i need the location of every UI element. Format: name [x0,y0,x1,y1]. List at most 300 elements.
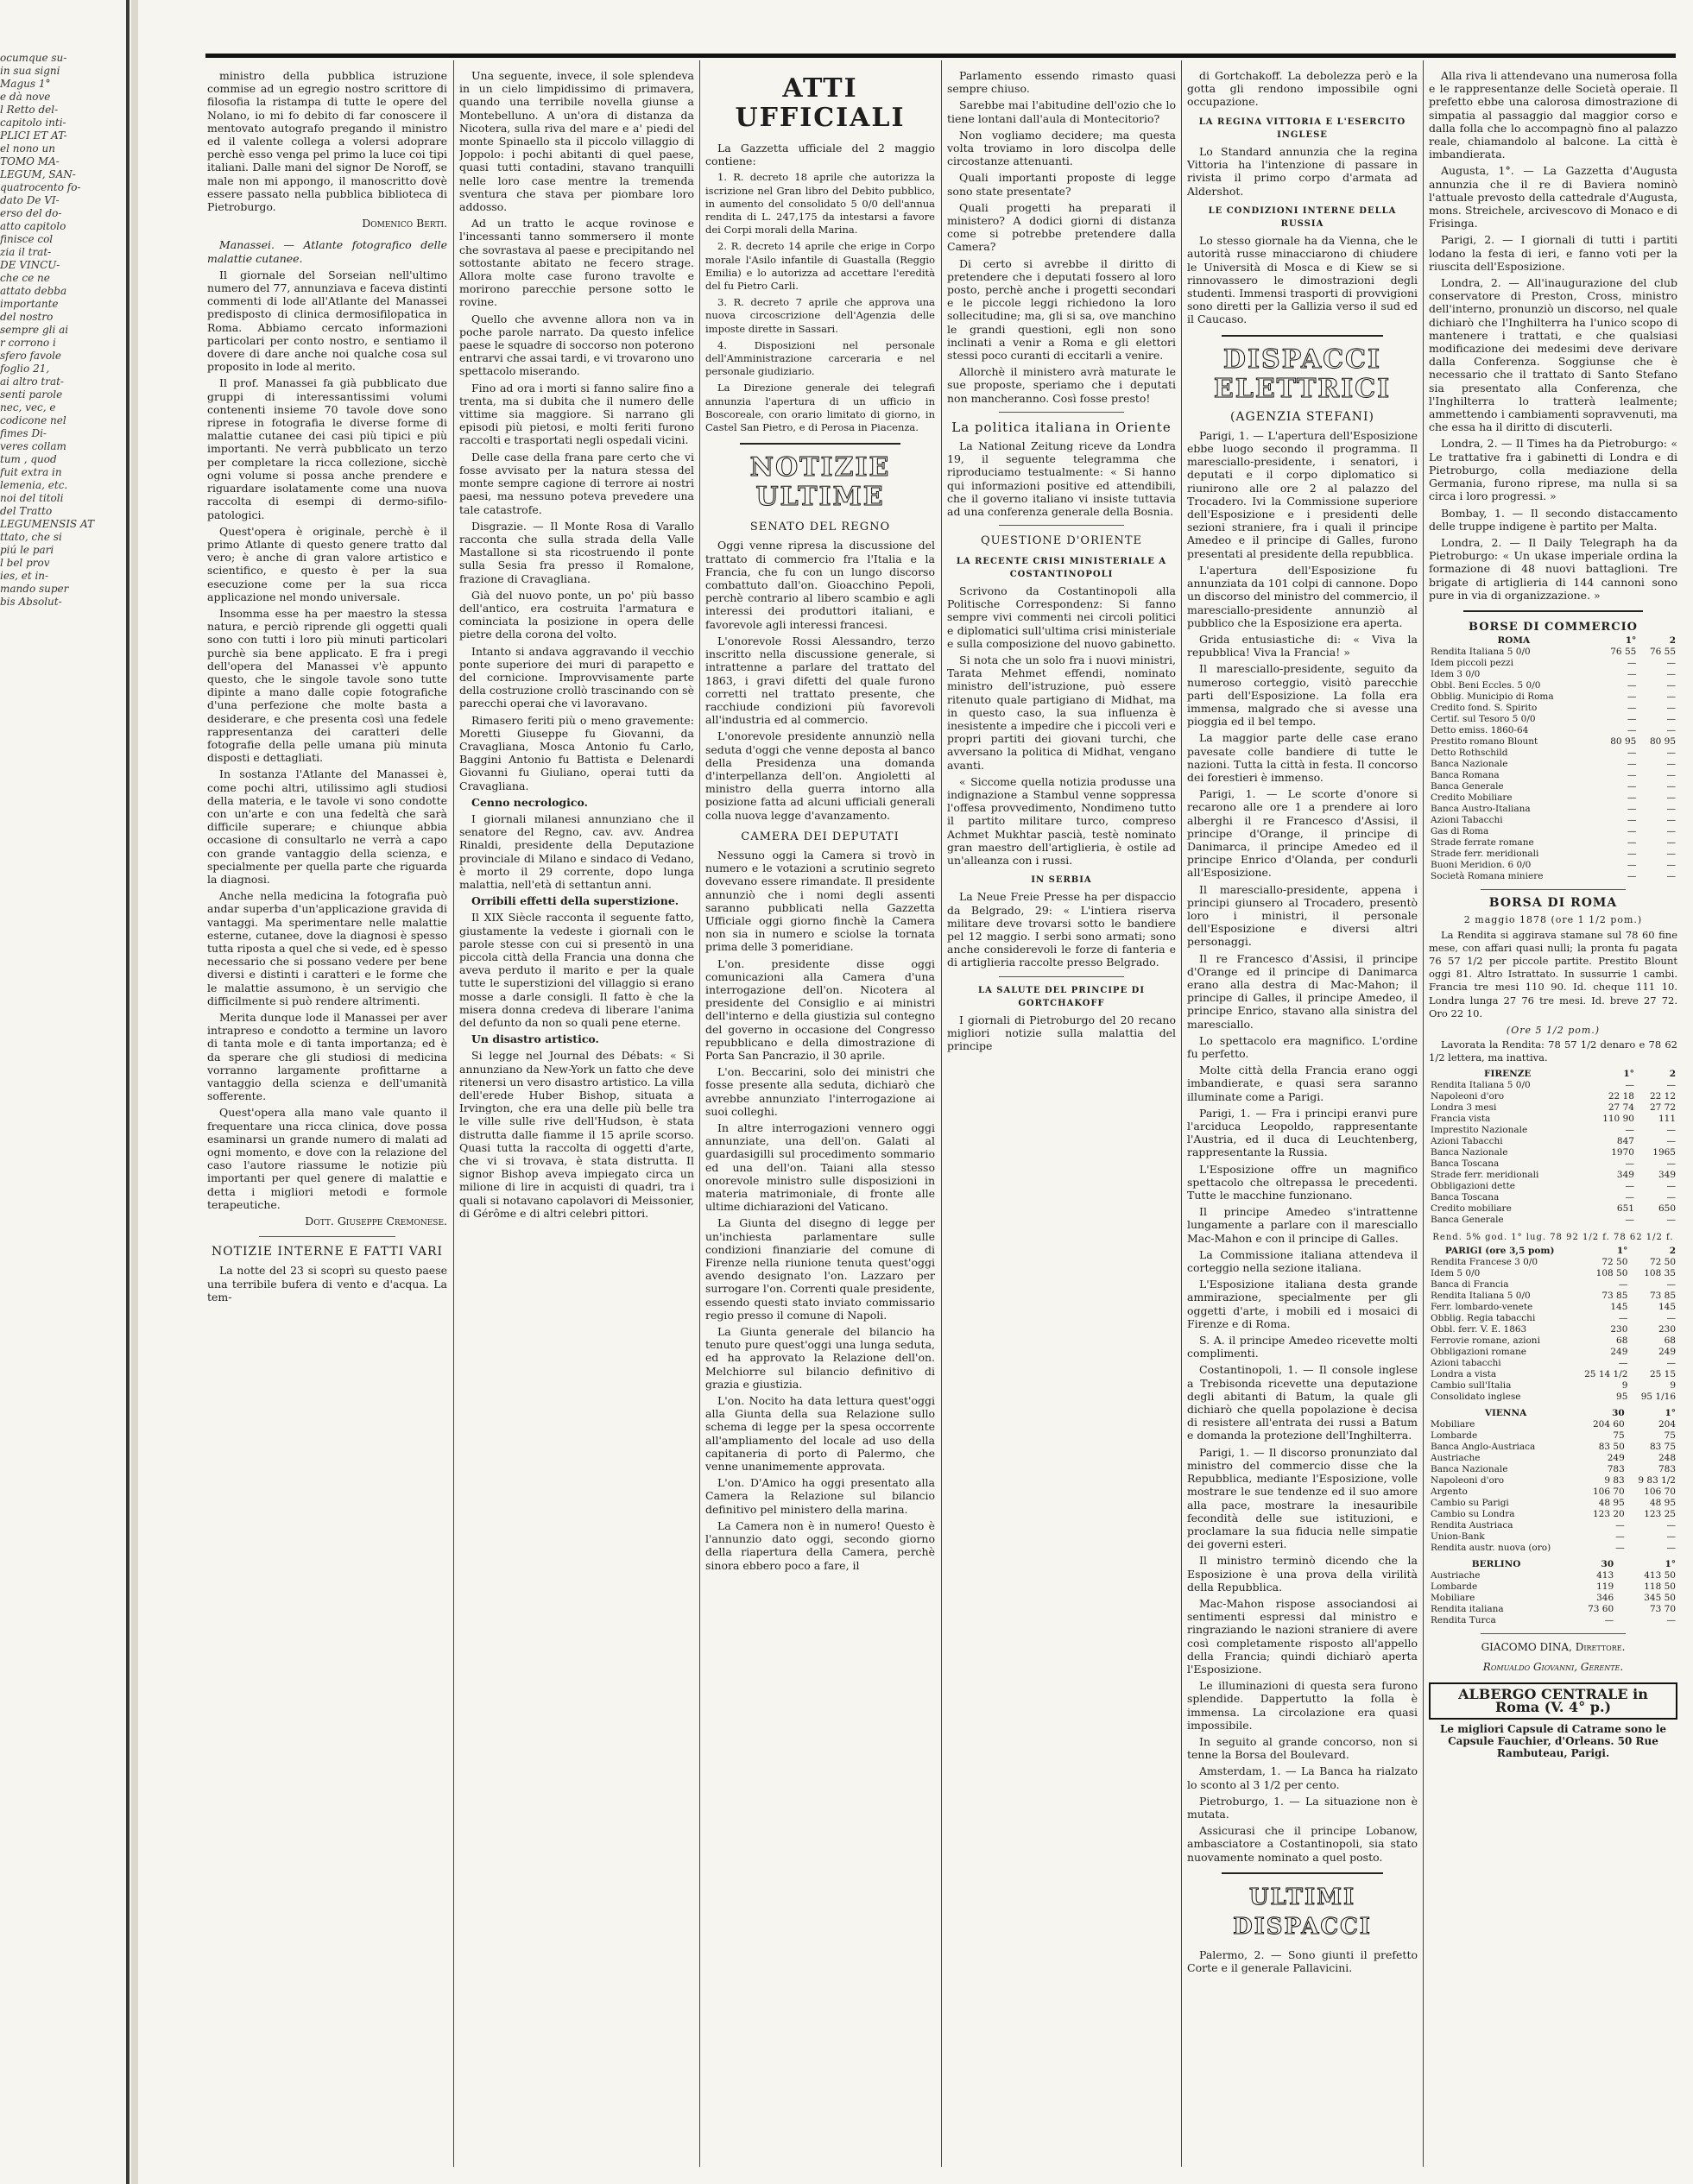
table-cell: 651 [1616,1202,1634,1214]
table-cell: 123 25 [1644,1508,1676,1519]
table-cell: Azioni tabacchi [1431,1357,1501,1368]
table-row [1429,804,1677,815]
table-header-cell: 2 [1669,1068,1676,1079]
strip-line: Magus 1° [0,78,51,90]
paragraph: Palermo, 2. — Sono giunti il prefetto Corte e il generale Pallavicini. [1187,1947,1418,1974]
atti-ufficiali-heading: ATTI UFFICIALI [735,73,906,133]
paragraph: Londra, 2. — All'inaugurazione del club conservatore di Preston, Cross, ministro dell'interno, pronunziò un discorso, nel quale dichiarò che l'Inghilterra ha l'unico scopo di mantenere i trattati, e che qualsiasi modificazione dei medesimi deve derivare dalla Conferenza. Soggiunse che è necessario che il trattato di Santo Stefano sia presentato alla Conferenza, che l'Inghilterra lo tratterà lealmente; ammettendo i cambiamenti sopravvenuti, ma che essa ha il diritto di discuterli. [1429,276,1677,434]
table-cell: 111 [1658,1113,1676,1124]
strip-line: zia il trat- [0,246,52,258]
paragraph: Lo stesso giornale ha da Vienna, che le autorità russe minacciarono di chiudere le Università di Mosca e di Kiew se si rinnovassero le dimostrazioni degli studenti. Immensi trasporti di provvigioni sono diretti per la Gallizia verso il sud ed il Caucaso. [1187,234,1418,326]
table-cell: Mobiliare [1431,1418,1475,1430]
table-cell: — [1625,1079,1634,1090]
table-row [1429,1570,1677,1581]
strip-line: ttato, che si [0,531,62,543]
table-cell: Francia vista [1431,1113,1491,1124]
dispatch-item: L'apertura dell'Esposizione fu annunziata da 101 colpi di cannone. Dopo un discorso del ministro del commercio, il maresciallo-presidente annunziò al pubblico che la Esposizione era aperta. [1187,563,1418,629]
strip-line: noi del titoli [0,492,64,504]
table-cell: 80 95 [1610,736,1637,748]
table-cell: — [1666,781,1676,792]
table-cell: 25 14 1/2 [1584,1368,1628,1379]
table-header-cell: 30 [1601,1558,1614,1569]
dispatch-item: Lo spettacolo era magnifico. L'ordine fu perfetto. [1187,1033,1418,1060]
table-cell: 72 50 [1649,1256,1676,1267]
paragraph: ministro della pubblica istruzione commise ad un egregio nostro scrittore di filosofia la ristampa di tutte le opere del Nolano, io mi fo debito di far conoscere il mentovato autografo pregando il ministro ed il valente collega a volersi adoprare perchè esso venga pel primo la luce coi tipi italiani. Dalle mani del signor De Noroff, se male non mi appongo, il manoscritto dovè essere passato nella pubblica biblioteca di Pietroburgo. [207,69,447,214]
table-cell: 145 [1658,1301,1676,1312]
table-row [1429,1257,1677,1268]
table-cell: — [1627,792,1637,804]
table-cell: Buoni Meridion. 6 0/0 [1431,860,1532,871]
strip-line: e dà nove [0,91,51,103]
strip-line: capitolo inti- [0,117,66,129]
table-row [1429,1324,1677,1335]
table-cell: — [1618,1357,1628,1368]
director-name: GIACOMO DINA, Direttore. [1481,1640,1626,1653]
table-row [1429,759,1677,770]
dispatch-item: Amsterdam, 1. — La Banca ha rialzato lo sconto al 3 1/2 per cento. [1187,1764,1418,1791]
table-row [1429,658,1677,669]
dispatch-item: Pietroburgo, 1. — La situazione non è mutata. [1187,1794,1418,1821]
paragraph: La Camera non è in numero! Questo è l'annunzio dato oggi, secondo giorno della riapertura della Camera, perchè sinora ebbero poco a fare, il [705,1518,935,1572]
table-cell: Rendita Italiana 5 0/0 [1431,1290,1531,1301]
paragraph: Nessuno oggi la Camera si trovò in numero e le votazioni a scrutinio segreto dovevano essere rimandate. Il presidente annunziò che i nomi degli assenti saranno pubblicati nella Gazzetta Ufficiale oggi giorno finchè la Camera non sia in numero e sciolse la tornata prima delle 3 pomeridiane. [705,848,935,954]
table-row [1429,748,1677,759]
table-row [1429,1593,1677,1604]
table-row [1429,1509,1677,1520]
dispatch-item: Il maresciallo-presidente, seguito da numeroso corteggio, visitò parecchie parti dell'Esposizione. La folla era immensa, malgrado che si avesse una pioggia ed il bel tempo. [1187,662,1418,729]
table-cell: 230 [1658,1323,1676,1335]
table-cell: — [1666,826,1676,837]
berlino-table [1429,1559,1677,1626]
dispatch-item: Grida entusiastiche di: « Viva la repubblica! Viva la Francia! » [1187,632,1418,660]
strip-line: codicone nel [0,414,66,426]
table-cell: — [1627,669,1637,680]
dispatch-item: Parigi, 1. — Il discorso pronunziato dal ministro del commercio disse che la Repubblica, mediante l'Esposizione, volle mostrare le sue tendenze ed il suo amore alla pace, mostrare la inesauribile fecondità delle sue istituzioni, e proclamare la sua fiducia nelle simpatie dei governi esteri. [1187,1445,1418,1551]
table-row [1429,1430,1677,1442]
table-cell: 346 [1596,1592,1614,1603]
table-cell: Certif. sul Tesoro 5 0/0 [1431,714,1536,725]
paragraph: Rimasero feriti più o meno gravemente: Moretti Giuseppe fu Giovanni, da Cravagliana, Mosca Antonio fu Carlo, Baggini Antonio fu Battista e Delenardi Giovanni fu Giuliano, operai tutti da Cravagliana. [459,713,694,792]
table-cell: 95 [1616,1391,1628,1402]
strip-line: veres collam [0,440,66,452]
table-row [1429,781,1677,792]
table-cell: — [1625,1191,1634,1202]
borsa-date: 2 maggio 1878 (ore 1 1/2 pom.) [1463,914,1643,926]
table-cell: 25 15 [1649,1368,1676,1379]
paragraph: Anche nella medicina la fotografia può andar superba d'un'applicazione gravida di vantaggi. Ma sperimentare nelle malattie esterne, cutanee, dove la diagnosi è spesso tutta riposta a quel che si vede, ed è spesso necessario che si possano vedere per bene diversi e distinti i caratteri e le forme che le malattie assumono, è un servigio che difficilmente si può rendere altrimenti. [207,889,447,1007]
dispatch-item: Parigi, 1. — Fra i principi eranvi pure l'arciduca Leopoldo, rappresentante l'Austria, ed il duca di Leuchtenberg, rappresentante la Russia. [1187,1106,1418,1159]
table-cell: 783 [1658,1463,1676,1474]
list-item: 4. Disposizioni nel personale dell'Amministrazione carceraria e nel personale giudiziario. [705,338,935,378]
strip-line: che ce ne [0,272,50,284]
table-row [1429,1302,1677,1313]
table-cell: 95 1/16 [1640,1391,1676,1402]
table-row [1429,1192,1677,1203]
firenze-observation: Rend. 5% god. 1° lug. 78 92 1/2 f. 78 62 1/2 f. [1432,1232,1674,1242]
table-cell: Banca Anglo-Austriaca [1431,1441,1536,1452]
paragraph: Delle case della frana pare certo che vi fosse avvisato per la natura stessa del monte sempre cagione di terrore ai nostri paesi, ma nessuno poteva prevedere una tale catastrofe. [459,450,694,516]
table-cell: 123 20 [1593,1508,1625,1519]
table-cell: Strade ferrate romane [1431,837,1534,849]
separator [259,1236,395,1237]
table-cell: — [1615,1542,1625,1553]
table-cell: Banca Generale [1431,781,1504,792]
table-cell: — [1666,1135,1676,1146]
table-row [1429,1136,1677,1147]
dispatch-item: Molte città della Francia erano oggi imbandierate, e quasi sera saranno illuminate come a Parigi. [1187,1064,1418,1103]
dispatch-item: Il maresciallo-presidente, appena i principi giunsero al Trocadero, presentò loro i ministri, il personale dell'Esposizione e diversi altri personaggi. [1187,882,1418,949]
table-cell: — [1666,1542,1676,1553]
strip-line: tum , quod [0,453,57,465]
paragraph: Bombay, 1. — Il secondo distaccamento delle truppe indigene è partito per Malta. [1429,506,1677,533]
section-heading: QUESTIONE D'ORIENTE [980,534,1143,548]
table-cell: — [1627,725,1637,736]
column-rule [1423,60,1424,2167]
table-cell: — [1666,714,1676,725]
table-cell: 83 50 [1598,1441,1625,1452]
strip-line: fuit extra in [0,466,62,478]
table-cell: 9 83 [1604,1474,1625,1486]
table-row [1429,1543,1677,1554]
paragraph: Scrivono da Costantinopoli alla Politische Correspondenz: Si fanno sempre vivi commenti nei circoli politici e diplomatici sull'ultima crisi ministeriale e sulla composizione del nuovo gabinetto. [947,584,1176,650]
table-cell: Azioni Tabacchi [1431,1135,1503,1146]
table-cell: 73 85 [1649,1290,1676,1301]
separator [1222,335,1383,337]
strip-line: importante [0,298,59,310]
borse-heading: BORSE DI COMMERCIO [1469,620,1638,634]
table-header-row [1429,1246,1677,1257]
table-cell: — [1666,725,1676,736]
table-cell: Obbligazioni dette [1431,1180,1516,1191]
table-cell: 249 [1658,1346,1676,1357]
table-row [1429,1102,1677,1114]
table-cell: — [1666,1158,1676,1169]
paragraph: Parlamento essendo rimasto quasi sempre chiuso. [947,69,1176,96]
table-cell: 73 85 [1601,1290,1628,1301]
section-subheading: LA RECENTE CRISI MINISTERIALE A COSTANTINOPOLI [956,556,1167,579]
table-cell: 1970 [1611,1146,1634,1158]
borsa-di-roma-heading: BORSA DI ROMA [1488,896,1618,911]
table-cell: Società Romana miniere [1431,871,1544,882]
separator [1463,610,1643,612]
paragraph: L'on. presidente disse oggi comunicazioni alla Camera d'una interrogazione dell'on. Nicotera al presidente del Consiglio e ai ministri dell'interno e della giustizia sul contegno del governo in occasione del Congresso repubblicano e della dimostrazione di Porta San Pancrazio, il 30 aprile. [705,956,935,1062]
table-header-cell: 1° [1623,1068,1634,1079]
paragraph: Si legge nel Journal des Débats: « Si annunziano da New-York un fatto che deve ritenersi un vero disastro artistico. La villa dell'erede Huber Bishop, situata a Irvington, che era una delle più belle tra le ville sulle rive dell'Hudson, è stata distrutta dalle fiamme il 15 aprile scorso. Quasi tutta la raccolta di oggetti d'arte, che vi si trovava, è stata distrutta. Il signor Bishop aveva impiegato circa un milione di lire in acquisti di quadri, tra i quali si notavano capolavori di Meissonier, di Gérôme e di altri celebri pittori. [459,1049,694,1220]
dispatch-item: Il ministro terminò dicendo che la Esposizione è una prova della virilità della Repubblica. [1187,1554,1418,1594]
table-cell: — [1666,658,1676,669]
table-cell: Obblig. Municipio di Roma [1431,691,1554,703]
table-cell: Londra 3 mesi [1431,1101,1497,1113]
separator [1481,889,1626,890]
list-item: 3. R. decreto 7 aprile che approva una nuova circoscrizione dell'Agenzia delle imposte dirette in Sassari. [705,296,935,335]
table-cell: — [1615,1519,1625,1531]
table-row [1429,1358,1677,1369]
table-cell: Rendita Italiana 5 0/0 [1431,1079,1531,1090]
section-subheading: LA SALUTE DEL PRINCIPE DI GORTCHAKOFF [977,985,1146,1008]
table-cell: Lombarde [1431,1430,1478,1441]
paragraph: Lavorata la Rendita: 78 57 1/2 denaro e 78 62 1/2 lettera, ma inattiva. [1429,1038,1677,1064]
table-cell: 75 [1613,1430,1625,1441]
section-heading: NOTIZIE INTERNE E FATTI VARI [211,1245,444,1259]
table-cell: Rendita Austriaca [1431,1519,1513,1531]
table-cell: Obbligazioni romane [1431,1346,1526,1357]
table-cell: 68 [1616,1335,1628,1346]
table-header-cell: 1° [1665,1407,1676,1418]
dispatch-item: S. A. il principe Amedeo ricevette molti complimenti. [1187,1334,1418,1360]
dispatch-item: Il principe Amedeo s'intrattenne lungamente a parlare con il maresciallo Mac-Mahon e con il principe di Galles. [1187,1205,1418,1245]
table-row [1429,849,1677,860]
table-cell: Rendita italiana [1431,1603,1504,1614]
page-gutter [131,0,138,2184]
table-cell: 9 [1670,1379,1676,1391]
paragraph: La Gazzetta ufficiale del 2 maggio contiene: [705,142,935,168]
table-cell: 76 55 [1610,647,1637,658]
table-cell: 783 [1607,1463,1625,1474]
table-cell: Banca Toscana [1431,1191,1500,1202]
table-row [1429,1170,1677,1181]
paragraph: Allorchè il ministero avrà maturate le sue proposte, speriamo che i deputati non mancheranno. Così fosse presto! [947,365,1176,405]
table-cell: — [1666,871,1676,882]
vienna-table [1429,1408,1677,1554]
table-row [1429,1268,1677,1279]
paragraph: Di certo si avrebbe il diritto di pretendere che i deputati fossero al loro posto, perchè anche i progetti secondari e le piccole leggi richiedono la loro sollecitudine; ma, gli si sa, ove manchino le grandi questioni, egli non sono inclinati a venir a Roma e gli elettori stessi poco curanti di eccitarli a venire. [947,256,1176,363]
table-header-cell: BERLINO [1471,1558,1521,1569]
table-header-cell: ROMA [1497,635,1531,647]
table-cell: — [1618,1278,1628,1290]
page-gutter-shadow [126,0,130,2184]
strip-line: in sua signi [0,65,60,77]
dispatch-item: Le illuminazioni di questa sera furono splendide. Dappertutto la folla è immensa. La circolazione era quasi impossibile. [1187,1679,1418,1732]
column-rule [1181,60,1182,2167]
table-row [1429,1335,1677,1347]
table-cell: 9 83 1/2 [1638,1474,1676,1486]
table-row [1429,1615,1677,1626]
table-cell: — [1615,1531,1625,1542]
separator [999,976,1124,977]
paragraph: L'onorevole Rossi Alessandro, terzo inscritto nella discussione generale, si intrattenne a parlare del trattato del 1863, i gravi difetti del quale furono corretti nel trattato presente, che racchiude condizioni più favorevoli all'industria ed al commercio. [705,634,935,727]
table-cell: — [1666,1191,1676,1202]
table-row [1429,837,1677,849]
table-row [1429,770,1677,781]
table-cell: — [1666,669,1676,680]
table-cell: 204 [1658,1418,1676,1430]
section-heading: Orribili effetti della superstizione. [471,894,679,908]
table-cell: — [1666,1312,1676,1323]
strip-line: dato De VI- [0,194,60,206]
table-cell: Ferr. lombardo-venete [1431,1301,1533,1312]
table-header-cell: VIENNA [1484,1407,1527,1418]
table-cell: Detto emiss. 1860-64 [1431,725,1529,736]
strip-line: LEGUMENSIS AT [0,518,94,530]
table-row [1429,1475,1677,1487]
table-row [1429,1125,1677,1136]
table-cell: 1965 [1652,1146,1676,1158]
table-cell: — [1625,1124,1634,1135]
table-cell: 108 35 [1644,1267,1676,1278]
table-cell: 106 70 [1644,1486,1676,1497]
table-row [1429,1313,1677,1324]
adjacent-page-strip [0,52,121,2037]
paragraph: La Rendita si aggirava stamane sul 78 60 fine mese, con affari quasi nulli; la pronta fu pagata 76 57 1/2 per piccole partite. Prestito Blount oggi 81. Altro Istrattato. In sussurrie 1 cambi. Francia tre mesi 110 90. Id. cheque 111 10. Londra lunga 27 76 tre mesi. Id. breve 27 72. Oro 22 10. [1429,928,1677,1019]
table-row [1429,703,1677,714]
table-cell: 76 55 [1649,647,1676,658]
table-cell: — [1666,1531,1676,1542]
table-cell: — [1627,781,1637,792]
table-header-cell: 2 [1669,635,1676,647]
table-cell: — [1666,1214,1676,1225]
table-cell: Banca Nazionale [1431,1463,1508,1474]
table-header-cell: FIRENZE [1484,1068,1532,1079]
table-cell: 119 [1596,1581,1614,1592]
paragraph: Londra, 2. — Il Times ha da Pietroburgo: « Le trattative fra i gabinetti di Londra e di Pietroburgo, colla mediazione della Germania, furono riprese, ma nulla si sa circa i loro progressi. » [1429,437,1677,503]
table-cell: Gas di Roma [1431,826,1489,837]
table-cell: — [1627,714,1637,725]
strip-line: ai altro trat- [0,376,64,388]
table-header-cell: 1° [1665,1558,1676,1569]
table-cell: 75 [1664,1430,1676,1441]
paragraph: Alla riva li attendevano una numerosa folla e le rappresentanze delle Società operaie. Il prefetto ebbe una calorosa dimostrazione di simpatia al passaggio dal maggior corso e dalla folla che lo accompagnò fino al palazzo reale, chiamandolo al balcone. La città è imbandierata. [1429,69,1677,161]
paragraph: L'onorevole presidente annunziò nella seduta d'oggi che venne deposta al banco della Presidenza una domanda d'interpellanza dell'on. Angioletti al ministro della guerra intorno alla posizione fatta ad alcuni ufficiali generali colla nuova legge d'avanzamento. [705,729,935,822]
strip-line: foglio 21, [0,363,50,375]
notizie-ultime-heading: NOTIZIE ULTIME [749,452,891,513]
column-rule [453,60,454,2167]
column-5 [1187,69,1418,2167]
table-cell: 349 [1616,1169,1634,1180]
table-row [1429,669,1677,680]
list-item: 1. R. decreto 18 aprile che autorizza la iscrizione nel Gran libro del Debito pubblico, in aumento del consolidato 5 0/0 dell'annua rendita di L. 247,175 da intestarsi a favore dei Corpi morali della Marina. [705,171,935,237]
strip-line: PLICI ET AT- [0,129,67,142]
section-heading: La politica italiana in Oriente [951,419,1172,435]
dispatch-item: In seguito al grande concorso, non si tenne la Borsa del Boulevard. [1187,1734,1418,1762]
table-row [1429,1464,1677,1475]
table-row [1429,1531,1677,1543]
strip-line: finisce col [0,233,54,245]
strip-line: del Tratto [0,505,53,517]
strip-line: TOMO MA- [0,155,60,167]
dispatch-item: Mac-Mahon rispose associandosi ai sentimenti espressi dal ministro e ringraziando le nazioni straniere di avere così completamente risposto all'appello della Francia; quindi dichiarò aperta l'Esposizione. [1187,1596,1418,1676]
table-cell: Consolidato inglese [1431,1391,1521,1402]
header-rule [205,54,1676,58]
separator [1481,1633,1626,1634]
paragraph: Ad un tratto le acque rovinose e l'incessanti tanno sommersero il monte che sovrastava al paese e precipitando nel sottostante abitato ne fecero strage. Allora molte case furono travolte e morirono parecchie persone sotto le rovine. [459,217,694,309]
table-row [1429,1080,1677,1091]
table-cell: 110 90 [1602,1113,1634,1124]
table-cell: 68 [1664,1335,1676,1346]
table-row [1429,1158,1677,1170]
gerente-name: Romualdo Giovanni, Gerente. [1482,1660,1624,1673]
albergo-ad: ALBERGO CENTRALE in Roma (V. 4° p.) [1429,1682,1677,1719]
table-cell: Banca Austro-Italiana [1431,804,1531,815]
strip-line: l Retto del- [0,104,59,116]
section-heading: Un disastro artistico. [471,1032,599,1046]
section-subheading: LA REGINA VITTORIA E L'ESERCITO INGLESE [1198,117,1406,140]
strip-line: del nostro [0,311,54,323]
paragraph: di Gortchakoff. La debolezza però e la gotta gli rendono impossibile ogni occupazione. [1187,69,1418,109]
table-row [1429,1581,1677,1593]
table-cell: — [1625,1214,1634,1225]
paragraph: Il giornale del Sorseian nell'ultimo numero del 77, annunziava e faceva distinti commenti di lode all'Atlante del Manassei predisposto di clinica dermosifilopatica in Roma. Abbiamo cercato informazioni particolari per conto nostro, e sentiamo il dovere di dare anche noi qualche cosa sul proposito in lode al merito. [207,268,447,374]
table-header-cell: 2 [1669,1245,1676,1256]
paragraph: Quello che avvenne allora non va in poche parole narrato. Da questo infelice paese le squadre di soccorso non poterono entrarvi che assai tardi, e vi trovarono uno spettacolo miserando. [459,312,694,378]
strip-line: lemenia, etc. [0,479,68,491]
table-cell: 204 60 [1593,1418,1625,1430]
table-cell: 73 60 [1588,1603,1614,1614]
borsa-roma-table [1429,635,1677,882]
table-cell: Credito Mobiliare [1431,792,1513,804]
table-cell: Banca Toscana [1431,1158,1500,1169]
table-cell: 145 [1610,1301,1628,1312]
table-header-cell: 30 [1612,1407,1625,1418]
table-row [1429,1604,1677,1615]
table-cell: Austriache [1431,1452,1481,1463]
table-cell: — [1666,770,1676,781]
table-cell: Idem 3 0/0 [1431,669,1481,680]
table-cell: — [1666,1180,1676,1191]
strip-line: el nono un [0,142,55,155]
table-cell: 108 50 [1595,1267,1628,1278]
dispatch-item: Assicurasi che il principe Lobanow, ambasciatore a Costantinopoli, sia stato nuovamente nominato a quel posto. [1187,1824,1418,1864]
table-cell: 48 95 [1649,1497,1676,1508]
table-cell: 48 95 [1598,1497,1625,1508]
table-header-row [1429,1559,1677,1570]
table-cell: 345 50 [1644,1592,1676,1603]
firenze-table [1429,1069,1677,1226]
paragraph: Quali progetti ha preparati il ministero? A dodici giorni di distanza come si potrebbe pretendere dalla Camera? [947,200,1176,254]
section-heading: Cenno necrologico. [471,795,588,809]
column-2 [459,69,694,2167]
table-header-cell: PARIGI (ore 3,5 pom) [1444,1245,1555,1256]
table-cell: — [1627,759,1637,770]
table-cell: Strade ferr. meridionali [1431,1169,1539,1180]
paragraph: Quali importanti proposte di legge sono state presentate? [947,171,1176,198]
table-cell: — [1666,1614,1676,1625]
paragraph: La Neue Freie Presse ha per dispaccio da Belgrado, 29: « L'intiera riserva militare deve trovarsi sotto le bandiere pel 12 maggio. I serbi sono armati; sono anche considerevoli le forze di fanteria e di artiglieria raccolte presso Belgrado. [947,890,1176,969]
table-cell: — [1666,1278,1676,1290]
column-6 [1429,69,1677,2167]
dispacci-heading: DISPACCI ELETTRICI [1213,344,1392,404]
table-cell: Obblig. Regia tabacchi [1431,1312,1536,1323]
table-cell: Credito mobiliare [1431,1202,1512,1214]
table-cell: — [1627,748,1637,759]
strip-line: attato debba [0,285,67,297]
table-cell: 249 [1607,1452,1625,1463]
table-cell: — [1666,703,1676,714]
table-cell: 248 [1658,1452,1676,1463]
dispacci-list [1187,429,1418,1864]
table-header-row [1429,635,1677,647]
table-cell: — [1625,1180,1634,1191]
section-heading: Disgrazie. — Il Monte Rosa di Varallo racconta che sulla strada della Valle Mastallone si sta ricostruendo il ponte sulla Sesia fra presso il Romalone, frazione di Cravagliana. [459,519,694,585]
table-cell: — [1604,1614,1614,1625]
strip-line: LEGUM, SAN- [0,168,76,180]
strip-line: ocumque su- [0,52,67,64]
strip-line: erso del do- [0,207,62,219]
signature: Domenico Berti. [362,217,447,230]
table-cell: — [1627,804,1637,815]
table-cell: 9 [1621,1379,1628,1391]
table-cell: — [1627,680,1637,691]
table-header-row [1429,1069,1677,1080]
table-cell: Detto Rothschild [1431,748,1508,759]
table-row [1429,736,1677,748]
table-cell: Napoleoni d'oro [1431,1474,1505,1486]
ultimi-dispacci-heading: ULTIMI DISPACCI [1233,1884,1372,1940]
table-row [1429,792,1677,804]
table-cell: Banca Nazionale [1431,759,1508,770]
column-rule [941,60,942,2167]
table-row [1429,1347,1677,1358]
dispatch-item: Parigi, 1. — Le scorte d'onore si recarono alle ore 1 a prendere ai loro alberghi il re Francesco d'Assisi, il principe d'Orange, il principe di Danimarca, il principe Amedeo ed il principe Enrico d'Olanda, per condurli all'Esposizione. [1187,787,1418,880]
